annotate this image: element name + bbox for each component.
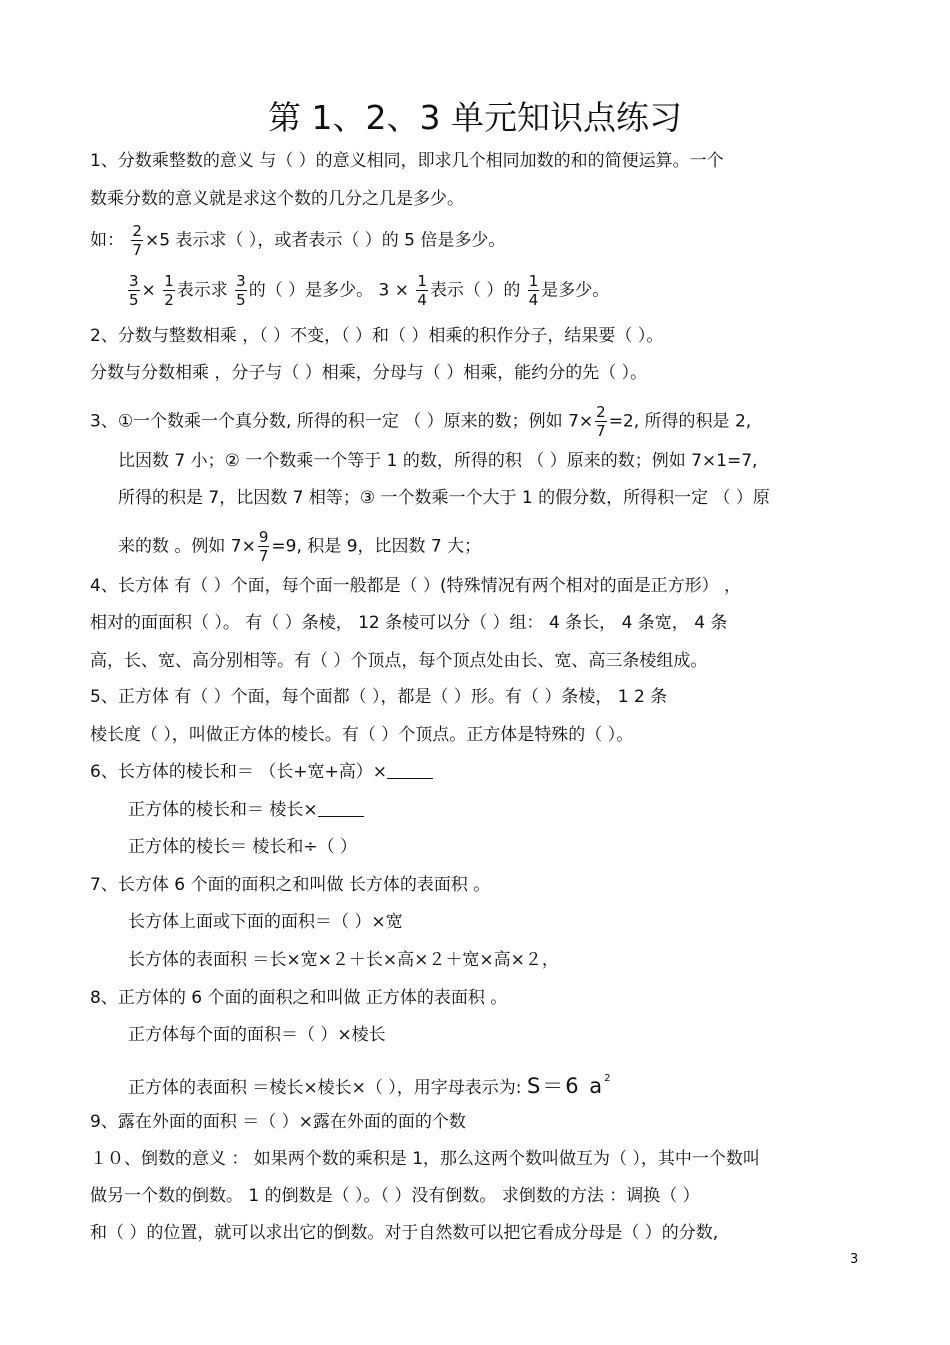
q4-line-1: 4、长方体 有（ ）个面，每个面一般都是（ ）(特殊情况有两个相对的面是正方形） ，	[90, 576, 742, 596]
q2-line-2: 分数与分数相乘 ，分子与（ ）相乘，分母与（ ）相乘，能约分的先（ ）。	[90, 363, 648, 383]
page-number: 3	[850, 1252, 859, 1267]
q3-text: =2, 所得的积是 2,	[608, 411, 752, 432]
q5-line-1: 5、正方体 有（ ）个面，每个面都（ ），都是（ ）形。有（ ）条棱， 1 2 条	[90, 687, 668, 707]
numerator: 1	[164, 272, 174, 290]
denominator: 2	[164, 291, 174, 309]
numerator: 2	[132, 222, 142, 240]
denominator: 7	[132, 241, 142, 259]
q6-line-3: 正方体的棱长＝ 棱长和÷（ ）	[128, 837, 358, 857]
fraction	[128, 272, 140, 309]
q1-line-2: 数乘分数的意义就是求这个数的几分之几是多少。	[90, 189, 464, 209]
fraction	[163, 272, 175, 309]
denominator: 7	[258, 547, 269, 565]
example-text: 是多少。	[541, 280, 610, 301]
formula-exponent: 2	[604, 1073, 611, 1084]
page-title: 第 1、2、3 单元知识点练习	[268, 98, 682, 137]
denominator: 7	[596, 422, 606, 440]
q6-text: 6、长方体的棱长和＝ （长+宽+高）×	[90, 762, 387, 782]
numerator: 3	[236, 272, 246, 290]
denominator: 4	[528, 291, 539, 309]
denominator: 4	[417, 291, 427, 309]
q8-line-3	[128, 1067, 611, 1100]
q6-line-1	[90, 760, 433, 784]
q3-text: 来的数 。例如 7×	[118, 536, 256, 557]
q6-text: 正方体的棱长和＝ 棱长×	[128, 800, 318, 820]
example-text: ×5 表示求（ ），或者表示（ ）的 5 倍是多少。	[144, 230, 506, 251]
q1-line-1: 1、分数乘整数的意义 与（ ）的意义相同，即求几个相同加数的和的简便运算。一个	[90, 151, 724, 171]
q1-example-2	[126, 272, 609, 309]
numerator: 1	[417, 272, 427, 290]
denominator: 5	[129, 291, 139, 309]
example-text: 表示（ ）的	[429, 280, 521, 301]
example-text: 的（ ）是多少。 3 ×	[248, 280, 409, 301]
q4-line-2: 相对的面面积（ ）。 有（ ）条棱， 12 条棱可以分（ ）组： 4 条长， 4 条宽， 4 条	[90, 613, 728, 633]
q10-line-1: １０、倒数的意义 ： 如果两个数的乘积是 1，那么这两个数叫做互为（ ），其中一个数叫	[90, 1149, 760, 1169]
q3-text: =9, 积是 9，比因数 7 大；	[271, 536, 482, 557]
q7-line-1: 7、长方体 6 个面的面积之和叫做 长方体的表面积 。	[90, 875, 491, 895]
fraction	[258, 528, 270, 565]
q7-line-3: 长方体的表面积 ＝长×宽×２＋长×高×２＋宽×高×２，	[128, 950, 559, 970]
q8-line-1: 8、正方体的 6 个面的面积之和叫做 正方体的表面积 。	[90, 988, 508, 1008]
fraction	[416, 272, 428, 309]
q3-line-4	[118, 528, 481, 565]
surface-area-formula: S＝6 a	[526, 1074, 605, 1098]
q2-line-1: 2、分数与整数相乘 ，（ ）不变，（ ）和（ ）相乘的积作分子，结果要（ ）。	[90, 326, 664, 346]
q3-line-3: 所得的积是 7，比因数 7 相等；③ 一个数乘一个大于 1 的假分数，所得积一定 （ ）原	[118, 488, 770, 508]
numerator: 2	[596, 403, 606, 421]
q3-line-2: 比因数 7 小；② 一个数乘一个等于 1 的数，所得的积 （ ）原来的数；例如 7×1=7,	[118, 451, 758, 471]
q7-line-2: 长方体上面或下面的面积＝（ ）×宽	[128, 912, 403, 932]
q9-line: 9、露在外面的面积 ＝（ ）×露在外面的面的个数	[90, 1112, 466, 1132]
q8-line-2: 正方体每个面的面积＝（ ）×棱长	[128, 1025, 386, 1045]
q3-text: 3、①一个数乘一个真分数, 所得的积一定 （ ）原来的数；例如 7×	[90, 411, 594, 432]
fraction	[235, 272, 247, 309]
q6-line-2	[128, 798, 364, 822]
fraction	[528, 272, 540, 309]
fraction	[131, 222, 143, 259]
q3-line-1	[90, 403, 751, 440]
answer-blank	[387, 761, 433, 779]
fraction	[595, 403, 607, 440]
q10-line-2: 做另一个数的倒数。 1 的倒数是（ ）。（ ）没有倒数。 求倒数的方法 ：调换（ ）	[90, 1186, 700, 1206]
q8-text: 正方体的表面积 ＝棱长×棱长×（ ），用字母表示为:	[128, 1078, 522, 1098]
q5-line-2: 棱长度（ ），叫做正方体的棱长。有（ ）个顶点。正方体是特殊的（ ）。	[90, 725, 634, 745]
q4-line-3: 高，长、宽、高分别相等。有（ ）个顶点，每个顶点处由长、宽、高三条棱组成。	[90, 651, 708, 671]
q10-line-3: 和（ ）的位置，就可以求出它的倒数。对于自然数可以把它看成分母是（ ）的分数,	[90, 1223, 719, 1243]
numerator: 3	[129, 272, 139, 290]
example-text: 表示求	[176, 280, 228, 301]
numerator: 1	[528, 272, 539, 290]
numerator: 9	[258, 528, 269, 546]
q1-example-1	[90, 222, 505, 259]
denominator: 5	[236, 291, 246, 309]
example-prefix: 如：	[90, 230, 124, 251]
answer-blank	[318, 799, 364, 817]
example-text: ×	[141, 280, 156, 301]
